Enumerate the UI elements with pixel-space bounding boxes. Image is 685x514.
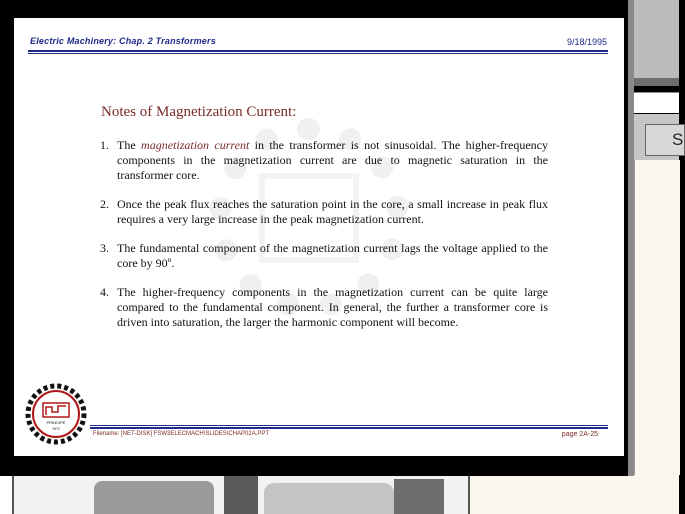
photo-machine-part: [94, 481, 214, 514]
logo-text-top: PRINCIPE: [46, 420, 66, 425]
logo-text-bottom: 1972: [52, 427, 60, 431]
list-item-number: 2.: [100, 197, 109, 211]
list-item-number: 3.: [100, 241, 109, 255]
list-item-number: 4.: [100, 285, 109, 299]
slide-header-date: 9/18/1995: [566, 37, 607, 47]
photo-machine-part: [394, 479, 444, 514]
photo-machine-part: [224, 475, 258, 514]
slide-page[interactable]: [14, 18, 624, 456]
list-item-text: The fundamental component of the magnetization current lags the voltage applied to the core by 90º.: [117, 241, 548, 270]
footer-page-number: page 2A-25: [561, 431, 598, 438]
footer-filename: Filename: [NET-DISK] FSW3ELECMACH\SLIDES\CHAP02A.PPT: [93, 431, 270, 437]
header-rule-thin: [28, 53, 608, 54]
background-panel-bottom: [470, 475, 679, 514]
list-item-text: The higher-frequency components in the magnetization current can be quite large compared to the fundamental component. In general, the further a transformer core is driven into saturation, the larger the harmonic component will become.: [117, 285, 548, 329]
background-photo-image: [0, 475, 470, 514]
emphasized-term: magnetization current: [141, 138, 250, 152]
photo-frame: [12, 475, 470, 514]
background-button[interactable]: [645, 124, 685, 156]
footer-rule-thin: [90, 425, 608, 426]
list-item: [100, 241, 548, 271]
header-rule: [28, 50, 608, 52]
list-item: [100, 197, 548, 227]
background-panel: [634, 160, 680, 475]
list-item-number: 1.: [100, 138, 109, 152]
list-item: [100, 138, 548, 183]
university-logo: [26, 384, 86, 444]
background-toolbar-separator: [634, 78, 679, 86]
notes-list: [100, 138, 548, 344]
background-input-field[interactable]: [634, 92, 679, 113]
footer-rule: [90, 427, 608, 429]
photo-machine-part: [264, 483, 394, 514]
slide-heading: Notes of Magnetization Current:: [101, 104, 297, 120]
background-toolbar: [634, 0, 679, 78]
list-item-text: Once the peak flux reaches the saturation point in the core, a small increase in peak flux requires a very large increase in the peak magnetization current.: [117, 197, 548, 226]
window-edge: [628, 0, 634, 476]
slide-header-title: Electric Machinery: Chap. 2 Transformers: [30, 36, 216, 46]
list-item-text: The: [117, 138, 142, 152]
list-item: [100, 285, 548, 330]
list-item-text: in the transformer is not sinusoidal. The higher-frequency components in the magnetization current are due to magnetic saturation in the transformer core.: [117, 138, 549, 182]
background-button-label: S: [672, 130, 684, 149]
